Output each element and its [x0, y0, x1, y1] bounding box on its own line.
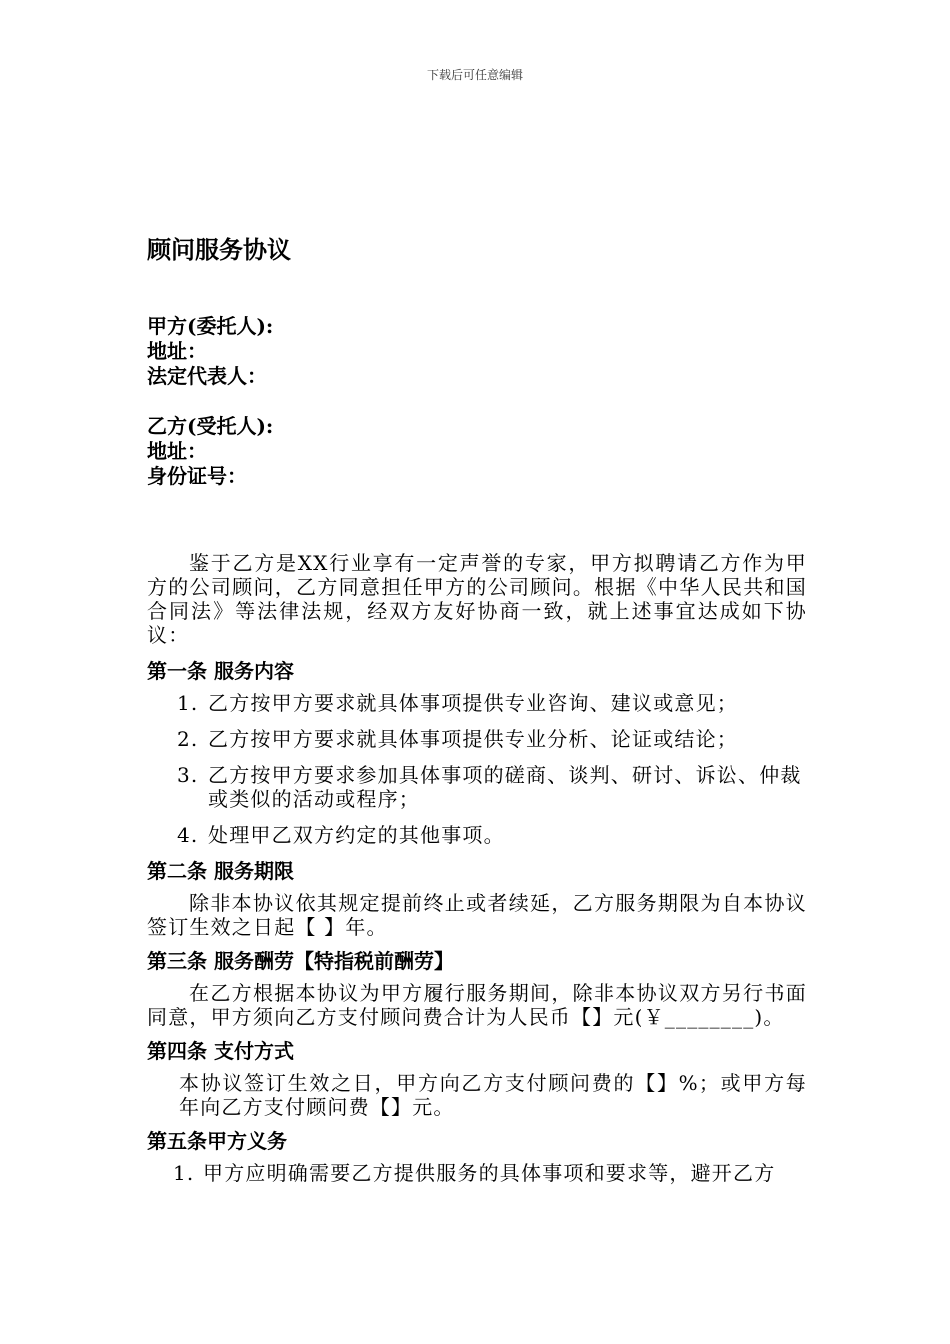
list-item: [147, 727, 807, 751]
party-a-block: [147, 314, 807, 389]
article-1-list: [147, 691, 807, 847]
party-b-id-label: 身份证号：: [147, 464, 247, 488]
party-b-block: [147, 414, 807, 489]
article-1-heading: 第一条 服务内容: [147, 659, 294, 683]
list-item-number: 1.: [173, 1161, 195, 1185]
list-item-number: 4.: [177, 823, 199, 847]
list-item: [147, 763, 807, 811]
party-a-address-label: 地址：: [147, 339, 207, 363]
article-3-heading: 第三条 服务酬劳【特指税前酬劳】: [147, 949, 454, 973]
article-3-text: 在乙方根据本协议为甲方履行服务期间，除非本协议双方另行书面同意，甲方须向乙方支付顾问费合计为人民币【】元(￥________)。: [147, 981, 807, 1029]
article-5-heading: 第五条甲方义务: [147, 1129, 287, 1153]
list-item: [147, 823, 807, 847]
list-item: [147, 691, 807, 715]
article-4-text: 本协议签订生效之日，甲方向乙方支付顾问费的【】%；或甲方每年向乙方支付顾问费【】元。: [179, 1071, 807, 1119]
list-item-number: 2.: [177, 727, 199, 751]
article-5-list: [147, 1161, 807, 1185]
list-item-number: 1.: [177, 691, 199, 715]
party-b-address-label: 地址：: [147, 439, 207, 463]
article-2-heading: 第二条 服务期限: [147, 859, 294, 883]
party-a-rep-label: 法定代表人：: [147, 364, 267, 388]
list-item-text: 处理甲乙双方约定的其他事项。: [208, 823, 505, 847]
header-note: 下载后可任意编辑: [426, 68, 523, 82]
article-4-heading: 第四条 支付方式: [147, 1039, 294, 1063]
list-item-text: 乙方按甲方要求参加具体事项的磋商、谈判、研讨、诉讼、仲裁或类似的活动或程序；: [208, 763, 802, 811]
party-a-name-label: 甲方(委托人):: [147, 314, 274, 338]
document-body: [147, 232, 807, 1197]
list-item: [147, 1161, 807, 1185]
intro-paragraph: 鉴于乙方是XX行业享有一定声誉的专家，甲方拟聘请乙方作为甲方的公司顾问，乙方同意担任甲方的公司顾问。根据《中华人民共和国合同法》等法律法规，经双方友好协商一致，就上述事宜达成如下协议：: [147, 551, 807, 647]
article-2-text: 除非本协议依其规定提前终止或者续延，乙方服务期限为自本协议签订生效之日起【 】年。: [147, 891, 807, 939]
document-title: 顾问服务协议: [147, 235, 291, 264]
list-item-text: 甲方应明确需要乙方提供服务的具体事项和要求等，避开乙方: [203, 1161, 776, 1185]
party-b-name-label: 乙方(受托人):: [147, 414, 274, 438]
list-item-text: 乙方按甲方要求就具体事项提供专业咨询、建议或意见；: [208, 691, 738, 715]
list-item-number: 3.: [177, 763, 199, 787]
list-item-text: 乙方按甲方要求就具体事项提供专业分析、论证或结论；: [208, 727, 738, 751]
